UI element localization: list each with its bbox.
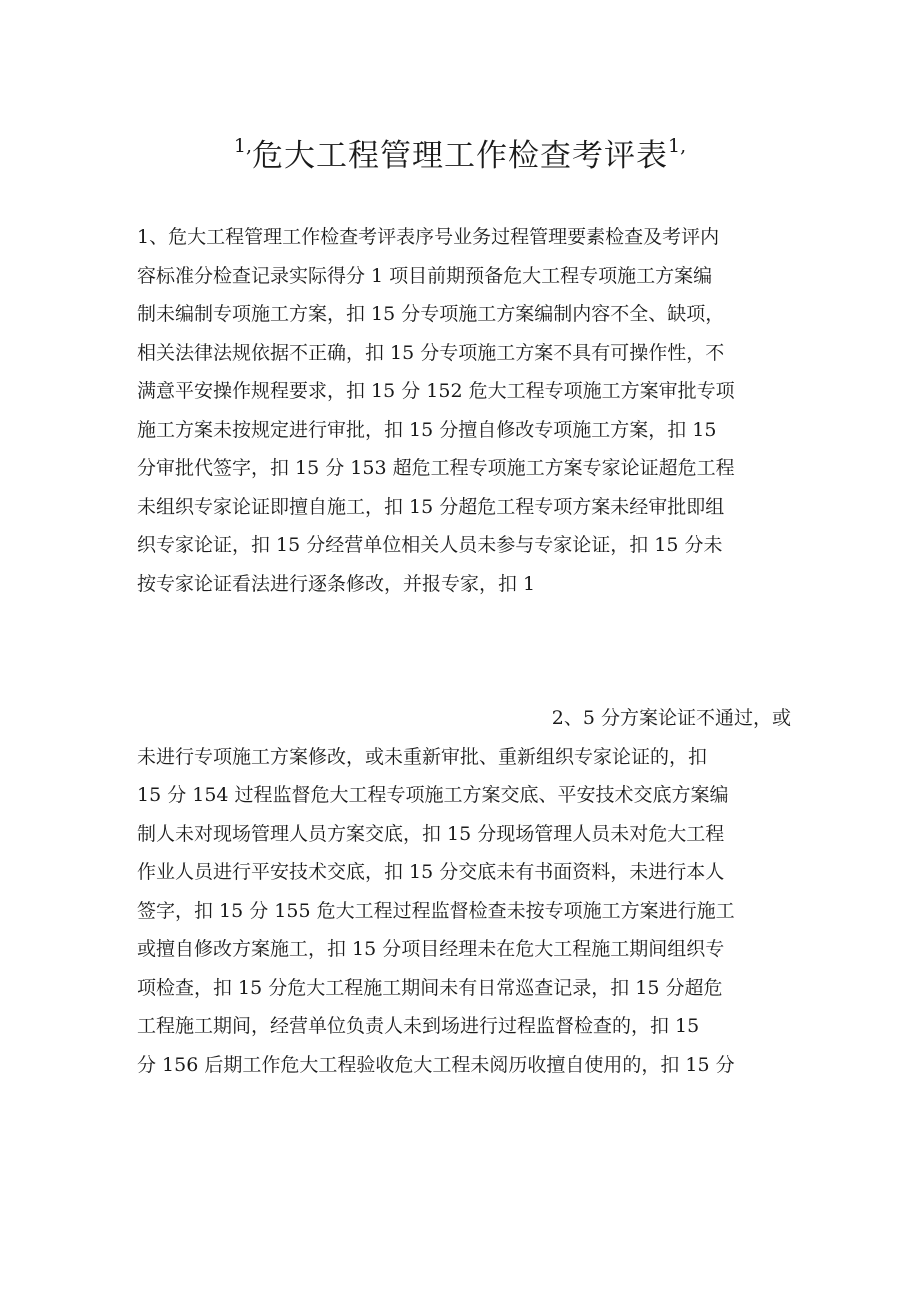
paragraph-1 bbox=[137, 218, 791, 603]
paragraph-line: 签字，扣 15 分 155 危大工程过程监督检查未按专项施工方案进行施工 bbox=[137, 899, 735, 922]
title-footnote-mark-right: 1, bbox=[668, 135, 687, 157]
paragraph-line: 项检查，扣 15 分危大工程施工期间未有日常巡查记录，扣 15 分超危 bbox=[137, 976, 723, 999]
paragraph-line: 制人未对现场管理人员方案交底，扣 15 分现场管理人员未对危大工程 bbox=[137, 822, 725, 845]
paragraph-line: 相关法律法规依据不正确，扣 15 分专项施工方案不具有可操作性，不 bbox=[137, 341, 725, 364]
paragraph-line: 容标准分检查记录实际得分 1 项目前期预备危大工程专项施工方案编 bbox=[137, 264, 713, 287]
paragraph-line: 分 156 后期工作危大工程验收危大工程未阅历收擅自使用的，扣 15 分 bbox=[137, 1053, 735, 1076]
paragraph-line: 分审批代签字，扣 15 分 153 超危工程专项施工方案专家论证超危工程 bbox=[137, 457, 735, 480]
paragraph-line: 作业人员进行平安技术交底，扣 15 分交底未有书面资料，未进行本人 bbox=[137, 861, 725, 884]
paragraph-line: 织专家论证，扣 15 分经营单位相关人员未参与专家论证，扣 15 分未 bbox=[137, 534, 723, 557]
paragraph-line: 制未编制专项施工方案，扣 15 分专项施工方案编制内容不全、缺项， bbox=[137, 303, 725, 326]
paragraph-line: 15 分 154 过程监督危大工程专项施工方案交底、平安技术交底方案编 bbox=[137, 784, 729, 807]
paragraph-line: 1、危大工程管理工作检查考评表序号业务过程管理要素检查及考评内 bbox=[137, 226, 720, 248]
paragraph-line: 按专家论证看法进行逐条修改，并报专家，扣 1 bbox=[137, 572, 536, 595]
document-title: 危大工程管理工作检查考评表 bbox=[252, 138, 668, 174]
paragraph-line: 施工方案未按规定进行审批，扣 15 分擅自修改专项施工方案，扣 15 bbox=[137, 418, 717, 441]
paragraph-line: 未组织专家论证即擅自施工，扣 15 分超危工程专项方案未经审批即组 bbox=[137, 495, 725, 518]
paragraph-2 bbox=[137, 699, 791, 1084]
paragraph-line: 满意平安操作规程要求，扣 15 分 152 危大工程专项施工方案审批专项 bbox=[137, 380, 735, 403]
document-title-row bbox=[0, 130, 920, 175]
paragraph-first-line: 2、5 分方案论证不通过，或 bbox=[551, 707, 791, 729]
paragraph-line: 未进行专项施工方案修改，或未重新审批、重新组织专家论证的，扣 bbox=[137, 745, 708, 768]
paragraph-line: 工程施工期间，经营单位负责人未到场进行过程监督检查的，扣 15 bbox=[137, 1015, 700, 1038]
title-footnote-mark-left: 1, bbox=[233, 135, 252, 157]
paragraph-line: 或擅自修改方案施工，扣 15 分项目经理未在危大工程施工期间组织专 bbox=[137, 938, 725, 961]
